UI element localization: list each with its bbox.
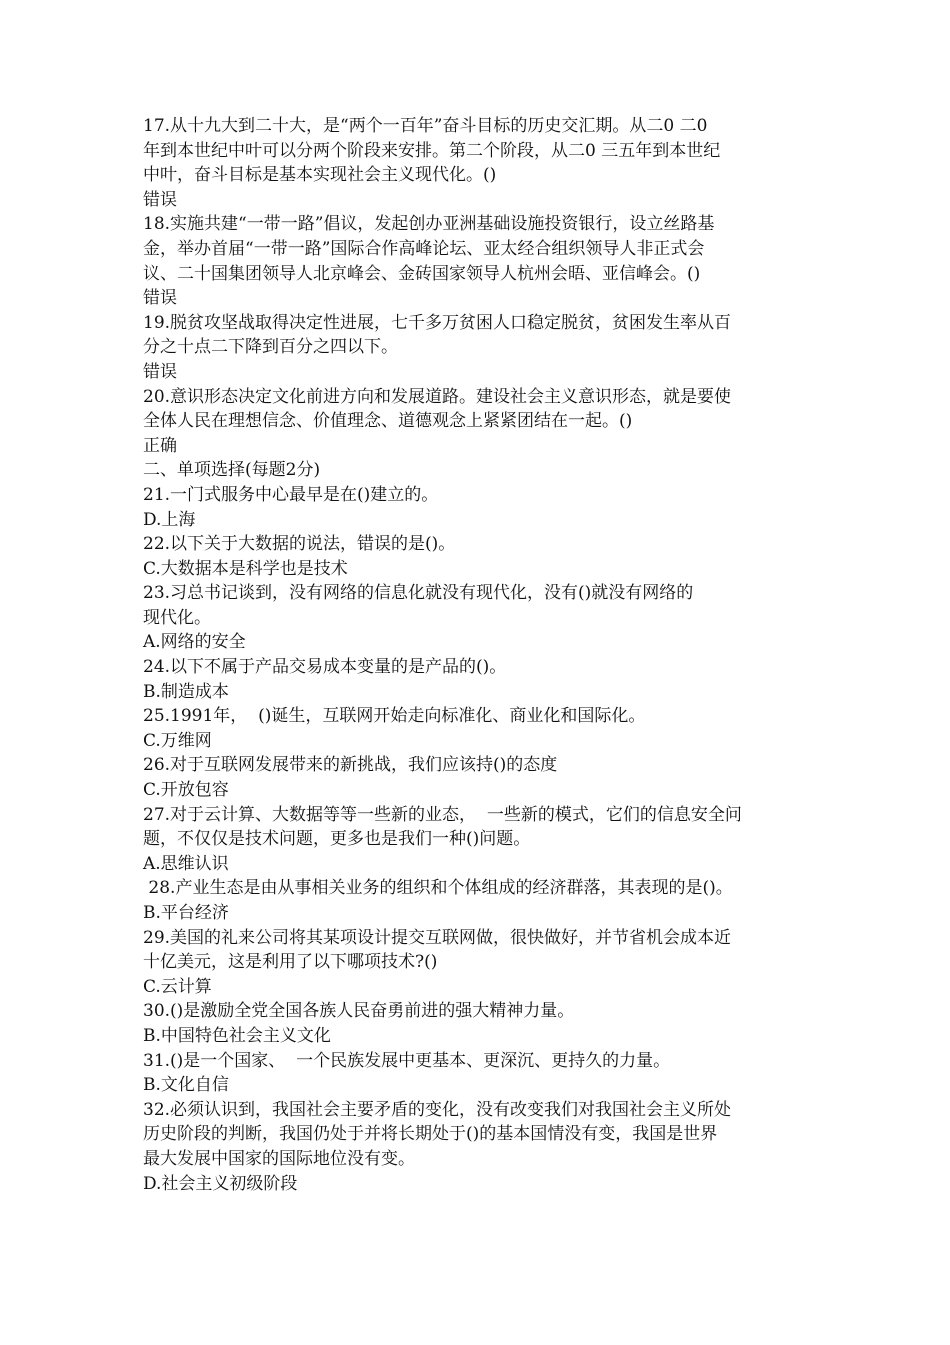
text-line: 历史阶段的判断，我国仍处于并将长期处于()的基本国情没有变，我国是世界 [143, 1124, 718, 1145]
text-line: 23.习总书记谈到，没有网络的信息化就没有现代化，没有()就没有网络的 [143, 583, 694, 604]
text-line: 题，不仅仅是技术问题，更多也是我们一种()问题。 [143, 829, 531, 850]
text-line: 30.()是激励全党全国各族人民奋勇前进的强大精神力量。 [143, 1001, 575, 1022]
text-line: 20.意识形态决定文化前进方向和发展道路。建设社会主义意识形态，就是要使 [143, 386, 732, 407]
text-line: 28.产业生态是由从事相关业务的组织和个体组成的经济群落，其表现的是()。 [143, 878, 733, 899]
text-line: 金，举办首届“一带一路”国际合作高峰论坛、亚太经合组织领导人非正式会 [143, 238, 705, 259]
text-line: 24.以下不属于产品交易成本变量的是产品的()。 [143, 657, 507, 678]
answer-line: D.社会主义初级阶段 [143, 1173, 298, 1194]
text-line: 22.以下关于大数据的说法，错误的是()。 [143, 534, 456, 555]
text-line: 最大发展中国家的国际地位没有变。 [143, 1148, 415, 1169]
text-line: 32.必须认识到，我国社会主要矛盾的变化，没有改变我们对我国社会主义所处 [143, 1099, 732, 1120]
answer-line: B.文化自信 [143, 1075, 229, 1096]
answer-line: C.云计算 [143, 976, 212, 997]
answer-line: A.思维认识 [143, 853, 229, 874]
text-line: 现代化。 [143, 607, 211, 628]
text-line: 17.从十九大到二十大，是“两个一百年”奋斗目标的历史交汇期。从二0 二0 [143, 116, 708, 136]
text-line: 十亿美元，这是利用了以下哪项技术?() [143, 952, 438, 973]
text-line: 议、二十国集团领导人北京峰会、金砖国家领导人杭州会晤、亚信峰会。() [143, 263, 701, 284]
answer-line: B.平台经济 [143, 903, 229, 923]
text-line: 26.对于互联网发展带来的新挑战，我们应该持()的态度 [143, 755, 558, 776]
answer-line: C.大数据本是科学也是技术 [143, 558, 348, 579]
text-line: 19.脱贫攻坚战取得决定性进展，七千多万贫困人口稳定脱贫，贫困发生率从百 [143, 312, 732, 333]
answer-line: 正确 [143, 435, 177, 456]
answer-line: C.开放包容 [143, 780, 229, 801]
answer-line: 错误 [143, 361, 177, 382]
answer-line: A.网络的安全 [143, 632, 246, 653]
answer-line: D.上海 [143, 509, 196, 530]
text-line: 21.一门式服务中心最早是在()建立的。 [143, 484, 439, 505]
text-line: 31.()是一个国家、 一个民族发展中更基本、更深沉、更持久的力量。 [143, 1050, 671, 1071]
text-line: 年到本世纪中叶可以分两个阶段来安排。第二个阶段，从二0 三五年到本世纪 [143, 140, 721, 161]
text-line: 中叶，奋斗目标是基本实现社会主义现代化。() [143, 165, 497, 186]
answer-line: C.万维网 [143, 730, 212, 751]
answer-line: 错误 [143, 189, 177, 210]
answer-line: 错误 [143, 288, 177, 309]
answer-line: B.中国特色社会主义文化 [143, 1025, 331, 1046]
text-line: 29.美国的礼来公司将其某项设计提交互联网做，很快做好，并节省机会成本近 [143, 927, 732, 948]
text-line: 分之十点二下降到百分之四以下。 [143, 337, 398, 358]
section-heading: 二、单项选择(每题2分) [143, 460, 321, 481]
answer-line: B.制造成本 [143, 681, 229, 702]
text-line: 18.实施共建“一带一路”倡议，发起创办亚洲基础设施投资银行，设立丝路基 [143, 214, 715, 235]
text-line: 全体人民在理想信念、价值理念、道德观念上紧紧团结在一起。() [143, 411, 633, 432]
text-line: 27.对于云计算、大数据等等一些新的业态， 一些新的模式，它们的信息安全问 [143, 804, 742, 825]
document-body [143, 114, 813, 1196]
text-line: 25.1991年， ()诞生，互联网开始走向标准化、商业化和国际化。 [143, 706, 646, 727]
